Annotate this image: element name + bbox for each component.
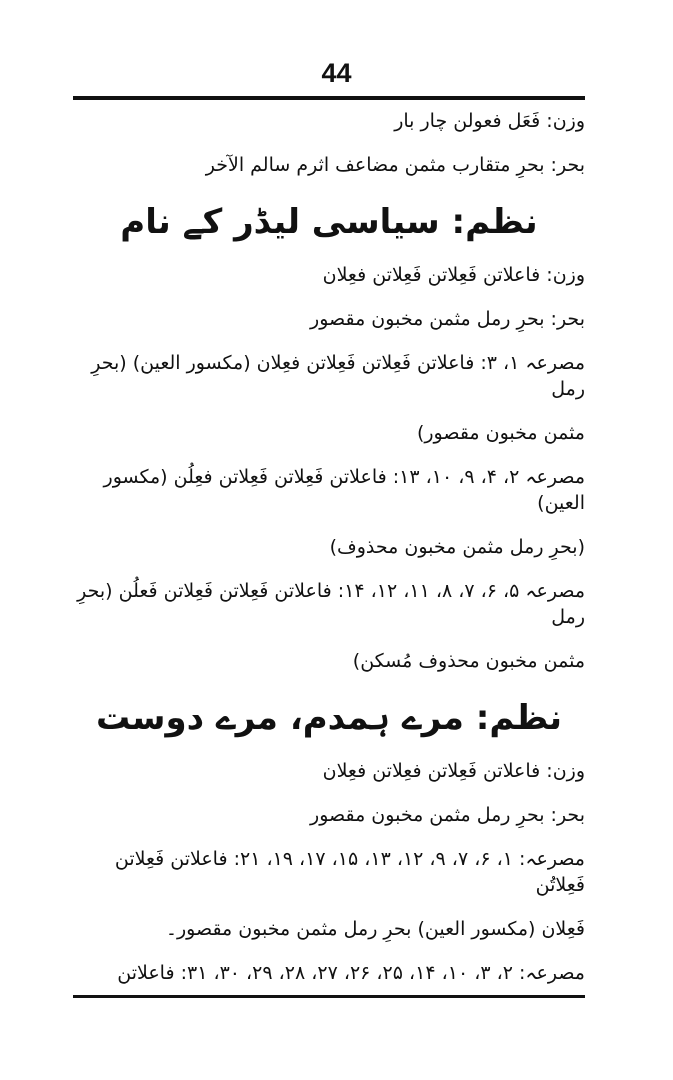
bottom-rule xyxy=(73,995,585,998)
poem1-title: نظم: سیاسی لیڈر کے نام xyxy=(120,202,538,242)
poem1-scansion-line-6: مثمن مخبون محذوف مُسکن) xyxy=(352,650,585,672)
intro-wazn: وزن: فَعَل فعولن چار بار xyxy=(394,110,585,132)
poem2-scansion-line-1: مصرعہ: ۱، ۶، ۷، ۹، ۱۲، ۱۳، ۱۵، ۱۷، ۱۹، ۲۱: فاعلاتن فَعِلاتن فَعِلاتُن xyxy=(114,848,585,896)
poem1-scansion-line-2: مثمن مخبون مقصور) xyxy=(416,422,585,444)
poem2-scansion-line-2: فَعِلان (مکسور العین) بحرِ رمل مثمن مخبون مقصور۔ xyxy=(165,918,585,940)
page-number: 44 xyxy=(321,58,352,88)
poem1-bahr: بحر: بحرِ رمل مثمن مخبون مقصور xyxy=(310,308,585,330)
poem1-scansion-line-3: مصرعہ ۲، ۴، ۹، ۱۰، ۱۳: فاعلاتن فَعِلاتن فَعِلاتن فعِلُن (مکسور العین) xyxy=(103,466,585,514)
page-body xyxy=(73,108,585,986)
poem1-wazn: وزن: فاعلاتن فَعِلاتن فَعِلاتن فعِلان xyxy=(322,264,585,286)
poem1-scansion-line-4: (بحرِ رمل مثمن مخبون محذوف) xyxy=(329,536,585,558)
poem2-scansion-line-3: مصرعہ: ۲، ۳، ۱۰، ۱۴، ۲۵، ۲۶، ۲۷، ۲۸، ۲۹، ۳۰، ۳۱: فاعلاتن xyxy=(117,962,585,984)
poem1-scansion-line-5: مصرعہ ۵، ۶، ۷، ۸، ۱۱، ۱۲، ۱۴: فاعلاتن فَعِلاتن فَعِلاتن فَعلُن (بحرِ رمل xyxy=(77,580,585,628)
poem1-scansion-line-1: مصرعہ ۱، ۳: فاعلاتن فَعِلاتن فَعِلاتن فعِلان (مکسور العین) (بحرِ رمل xyxy=(91,352,585,400)
poem2-title: نظم: مرے ہمدم، مرے دوست xyxy=(96,698,562,738)
intro-bahr: بحر: بحرِ متقارب مثمن مضاعف اثرم سالم الآخر xyxy=(205,154,585,176)
poem2-wazn: وزن: فاعلاتن فَعِلاتن فعِلاتن فعِلان xyxy=(322,760,585,782)
top-rule xyxy=(73,96,585,100)
poem2-bahr: بحر: بحرِ رمل مثمن مخبون مقصور xyxy=(310,804,585,826)
